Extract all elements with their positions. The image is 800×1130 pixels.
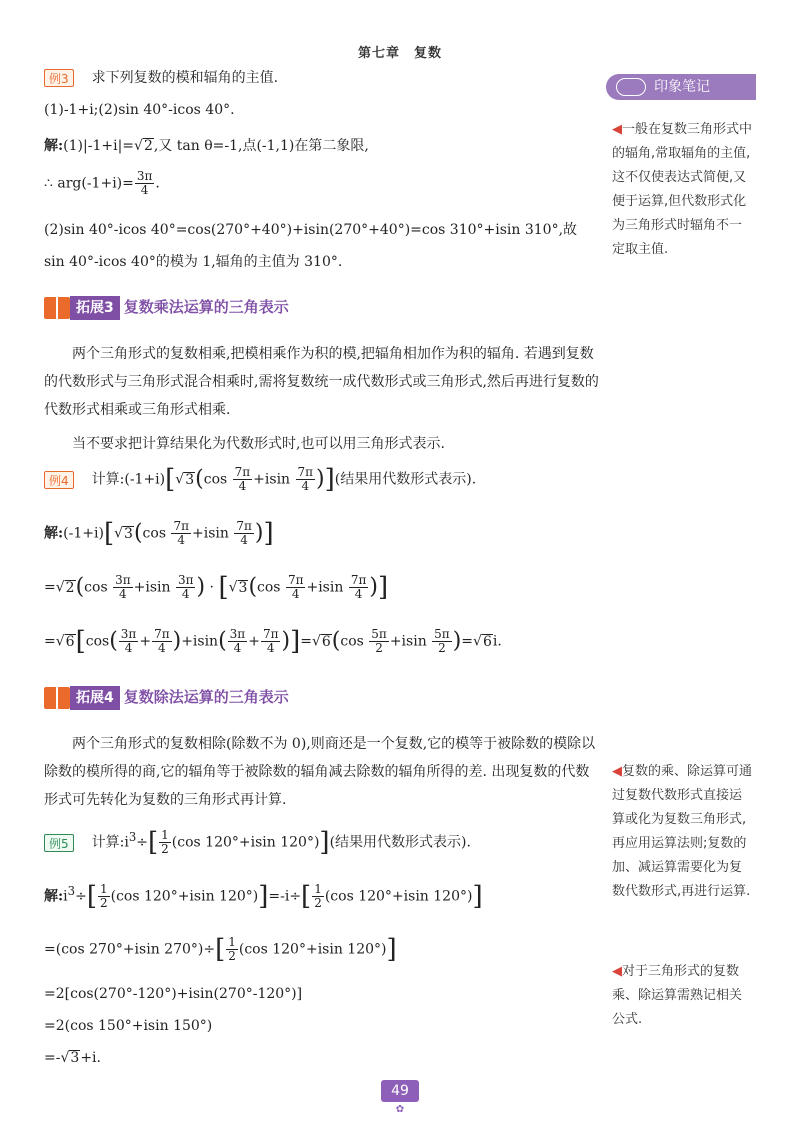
section3-para2: 当不要求把计算结果化为代数形式时,也可以用三角形式表示. (72, 436, 445, 452)
cloud-icon (616, 78, 646, 96)
page-number: 49 (381, 1080, 419, 1102)
example3-sol2: ∴ arg(-1+i)= $\frac{3\pi}{4}$ . (44, 169, 160, 197)
example5-sol3: =2[cos(270°-120°)+isin(270°-120°)] (44, 986, 303, 1002)
example5-sol5: =-√3+i. (44, 1050, 101, 1066)
section3-para1: 两个三角形式的复数相乘,把模相乘作为积的模,把辐角相加作为积的辐角. 若遇到复数的代数形式与三角形式混合相乘时,需将复数统一成代数形式或三角形式,然后再进行复数的代数形式相乘或三角形式相乘. (44, 346, 599, 418)
section3-heading (44, 296, 289, 320)
triangle-marker-icon: ◀ (612, 964, 622, 979)
notes-banner-title: 印象笔记 (654, 79, 710, 95)
section4-heading (44, 686, 289, 710)
example-tag: 例4 (44, 471, 74, 489)
section4-para1: 两个三角形式的复数相除(除数不为 0),则商还是一个复数,它的模等于被除数的模除以除数的模所得的商,它的辐角等于被除数的辐角减去除数的辐角所得的差. 出现复数的代数形式可先转化为复数的三角形式再计算. (44, 736, 596, 808)
example4-question: 例4 计算:(-1+i)[√3(cos $\frac{7\pi}{4}$ +isin $\frac{7\pi}{4}$ )](结果用代数形式表示). (44, 466, 476, 493)
notes-banner (606, 74, 756, 100)
example-tag: 例3 (44, 69, 74, 87)
example5-question: 例5 计算$:i^3\div$[ $\frac{1}{2}$ (cos 120°+isin 120°)](结果用代数形式表示). (44, 828, 471, 856)
triangle-marker-icon: ◀ (612, 764, 622, 779)
example3-sol3: (2)sin 40°-icos 40°=cos(270°+40°)+isin(270°+40°)=cos 310°+isin 310°,故 (44, 222, 578, 238)
side-note-3: ◀对于三角形式的复数乘、除运算需熟记相关公式. (612, 964, 743, 1027)
example3-question: 例3 求下列复数的模和辐角的主值. (44, 68, 278, 90)
example3-parts: (1)-1+i;(2)sin 40°-icos 40°. (44, 102, 235, 118)
section-title: 复数乘法运算的三角表示 (123, 298, 289, 317)
footer-ornament-icon: ✿ (395, 1104, 405, 1115)
example4-sol1: 解:(-1+i)[√3(cos $\frac{7\pi}{4}$ +isin $\frac{7\pi}{4}$ )] (44, 518, 274, 549)
example-tag: 例5 (44, 834, 74, 852)
example3-sol1: 解:(1)|-1+i|=√2,又 tan θ=-1,点(-1,1)在第二象限, (44, 138, 369, 154)
book-icon (44, 297, 70, 319)
page-header: 第七章 复数 (357, 46, 442, 61)
side-note-1: ◀一般在复数三角形式中的辐角,常取辐角的主值,这不仅使表达式简便,又便于运算,但代数形式化为三角形式时辐角不一定取主值. (612, 122, 753, 257)
section-tag: 拓展4 (70, 686, 120, 710)
section-tag: 拓展3 (70, 296, 120, 320)
example4-sol3: =√6[cos( $\frac{3\pi}{4}$ + $\frac{7\pi}{4}$ )+isin( $\frac{3\pi}{4}$ + $\frac{7\pi}{4}$ )]=√6(cos $\frac{5\pi}{2}$ +isin $\frac{5\pi}{2}$ )=√6i. (44, 626, 502, 657)
book-icon (44, 687, 70, 709)
triangle-marker-icon: ◀ (612, 122, 622, 137)
section-title: 复数除法运算的三角表示 (123, 688, 289, 707)
side-note-2: ◀复数的乘、除运算可通过复数代数形式直接运算或化为复数三角形式,再应用运算法则;复数的加、减运算需要化为复数代数形式,再进行运算. (612, 764, 753, 899)
example5-sol4: =2(cos 150°+isin 150°) (44, 1018, 213, 1034)
example5-sol2: =(cos 270°+isin 270°)÷[ $\frac{1}{2}$ (cos 120°+isin 120°)] (44, 934, 397, 965)
example5-sol1: 解$:i^3\div$[ $\frac{1}{2}$ (cos 120°+isin 120°)]=-i÷[ $\frac{1}{2}$ (cos 120°+isin 120°)] (44, 881, 483, 912)
example4-sol2: =√2(cos $\frac{3\pi}{4}$ +isin $\frac{3\pi}{4}$ ) · [√3(cos $\frac{7\pi}{4}$ +isin $\frac{7\pi}{4}$ )] (44, 572, 389, 603)
example3-sol4: sin 40°-icos 40°的模为 1,辐角的主值为 310°. (44, 254, 343, 270)
